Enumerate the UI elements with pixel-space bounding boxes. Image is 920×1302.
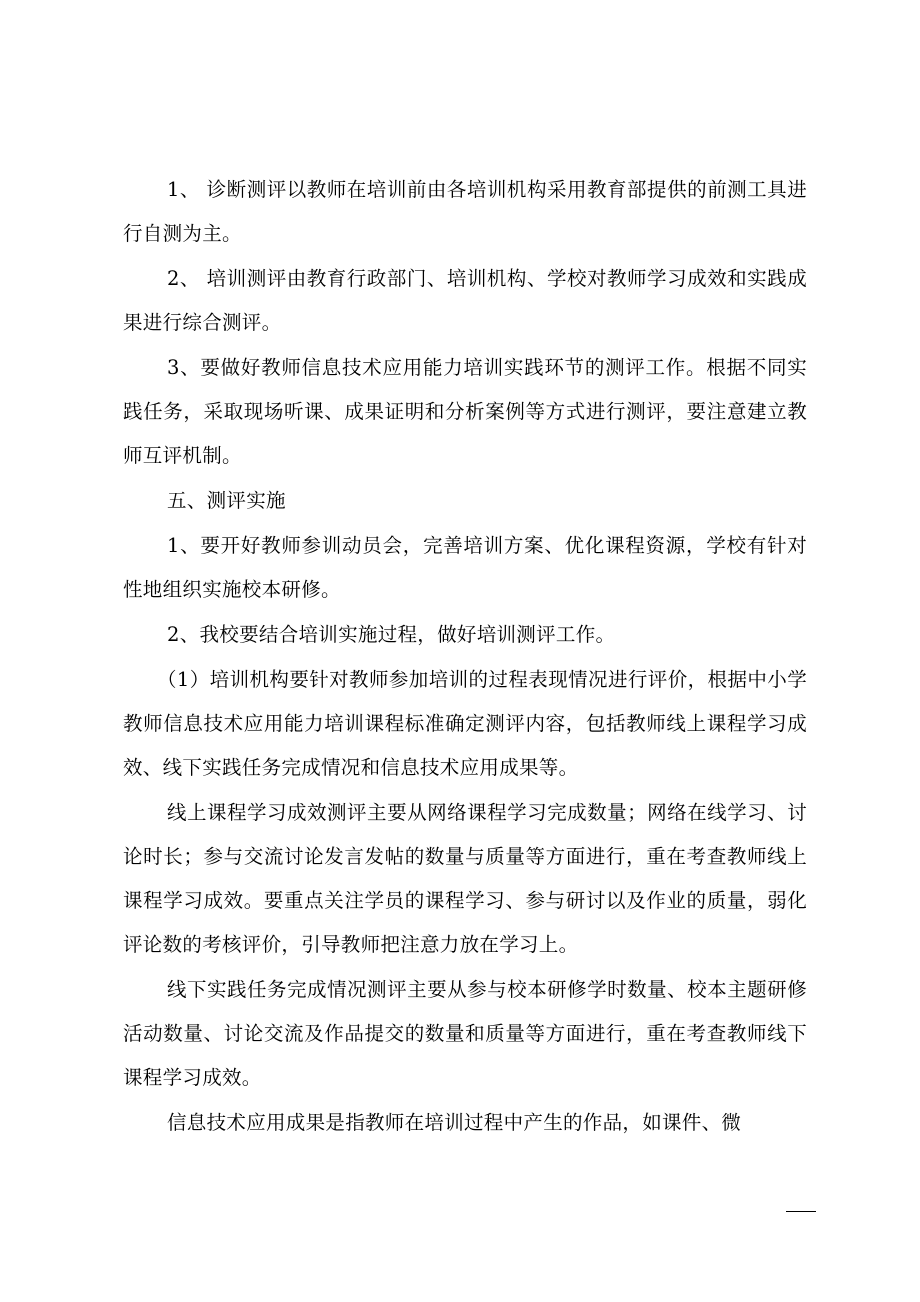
- document-body: [123, 168, 807, 1146]
- paragraph-it-application-results: 信息技术应用成果是指教师在培训过程中产生的作品，如课件、微: [167, 1111, 742, 1134]
- paragraph-online-learning-assessment: 线上课程学习成效测评主要从网络课程学习完成数量；网络在线学习、讨论时长；参与交流讨论发言发帖的数量与质量等方面进行，重在考查教师线上课程学习成效。要重点关注学员的课程学习、参与研讨以及作业的质量，弱化评论数的考核评价，引导教师把注意力放在学习上。: [123, 801, 807, 956]
- paragraph-training-assessment: 2、 培训测评由教育行政部门、培训机构、学校对教师学习成效和实践成果进行综合测评。: [123, 267, 807, 334]
- paragraph-practice-assessment: 3、要做好教师信息技术应用能力培训实践环节的测评工作。根据不同实践任务，采取现场听课、成果证明和分析案例等方式进行测评，要注意建立教师互评机制。: [123, 356, 807, 467]
- paragraph-diagnostic-assessment: 1、 诊断测评以教师在培训前由各培训机构采用教育部提供的前测工具进行自测为主。: [123, 178, 807, 245]
- paragraph-training-institution-evaluation: （1）培训机构要针对教师参加培训的过程表现情况进行评价，根据中小学教师信息技术应用能力培训课程标准确定测评内容，包括教师线上课程学习成效、线下实践任务完成情况和信息技术应用成果等。: [123, 668, 807, 779]
- paragraph-offline-practice-assessment: 线下实践任务完成情况测评主要从参与校本研修学时数量、校本主题研修活动数量、讨论交流及作品提交的数量和质量等方面进行，重在考查教师线下课程学习成效。: [123, 978, 807, 1089]
- page-number-dash: [786, 1211, 816, 1212]
- paragraph-mobilization-meeting: 1、要开好教师参训动员会，完善培训方案、优化课程资源，学校有针对性地组织实施校本研修。: [123, 534, 807, 601]
- paragraph-training-process: 2、我校要结合培训实施过程，做好培训测评工作。: [167, 623, 616, 646]
- section-heading-assessment-implementation: 五、测评实施: [167, 489, 286, 512]
